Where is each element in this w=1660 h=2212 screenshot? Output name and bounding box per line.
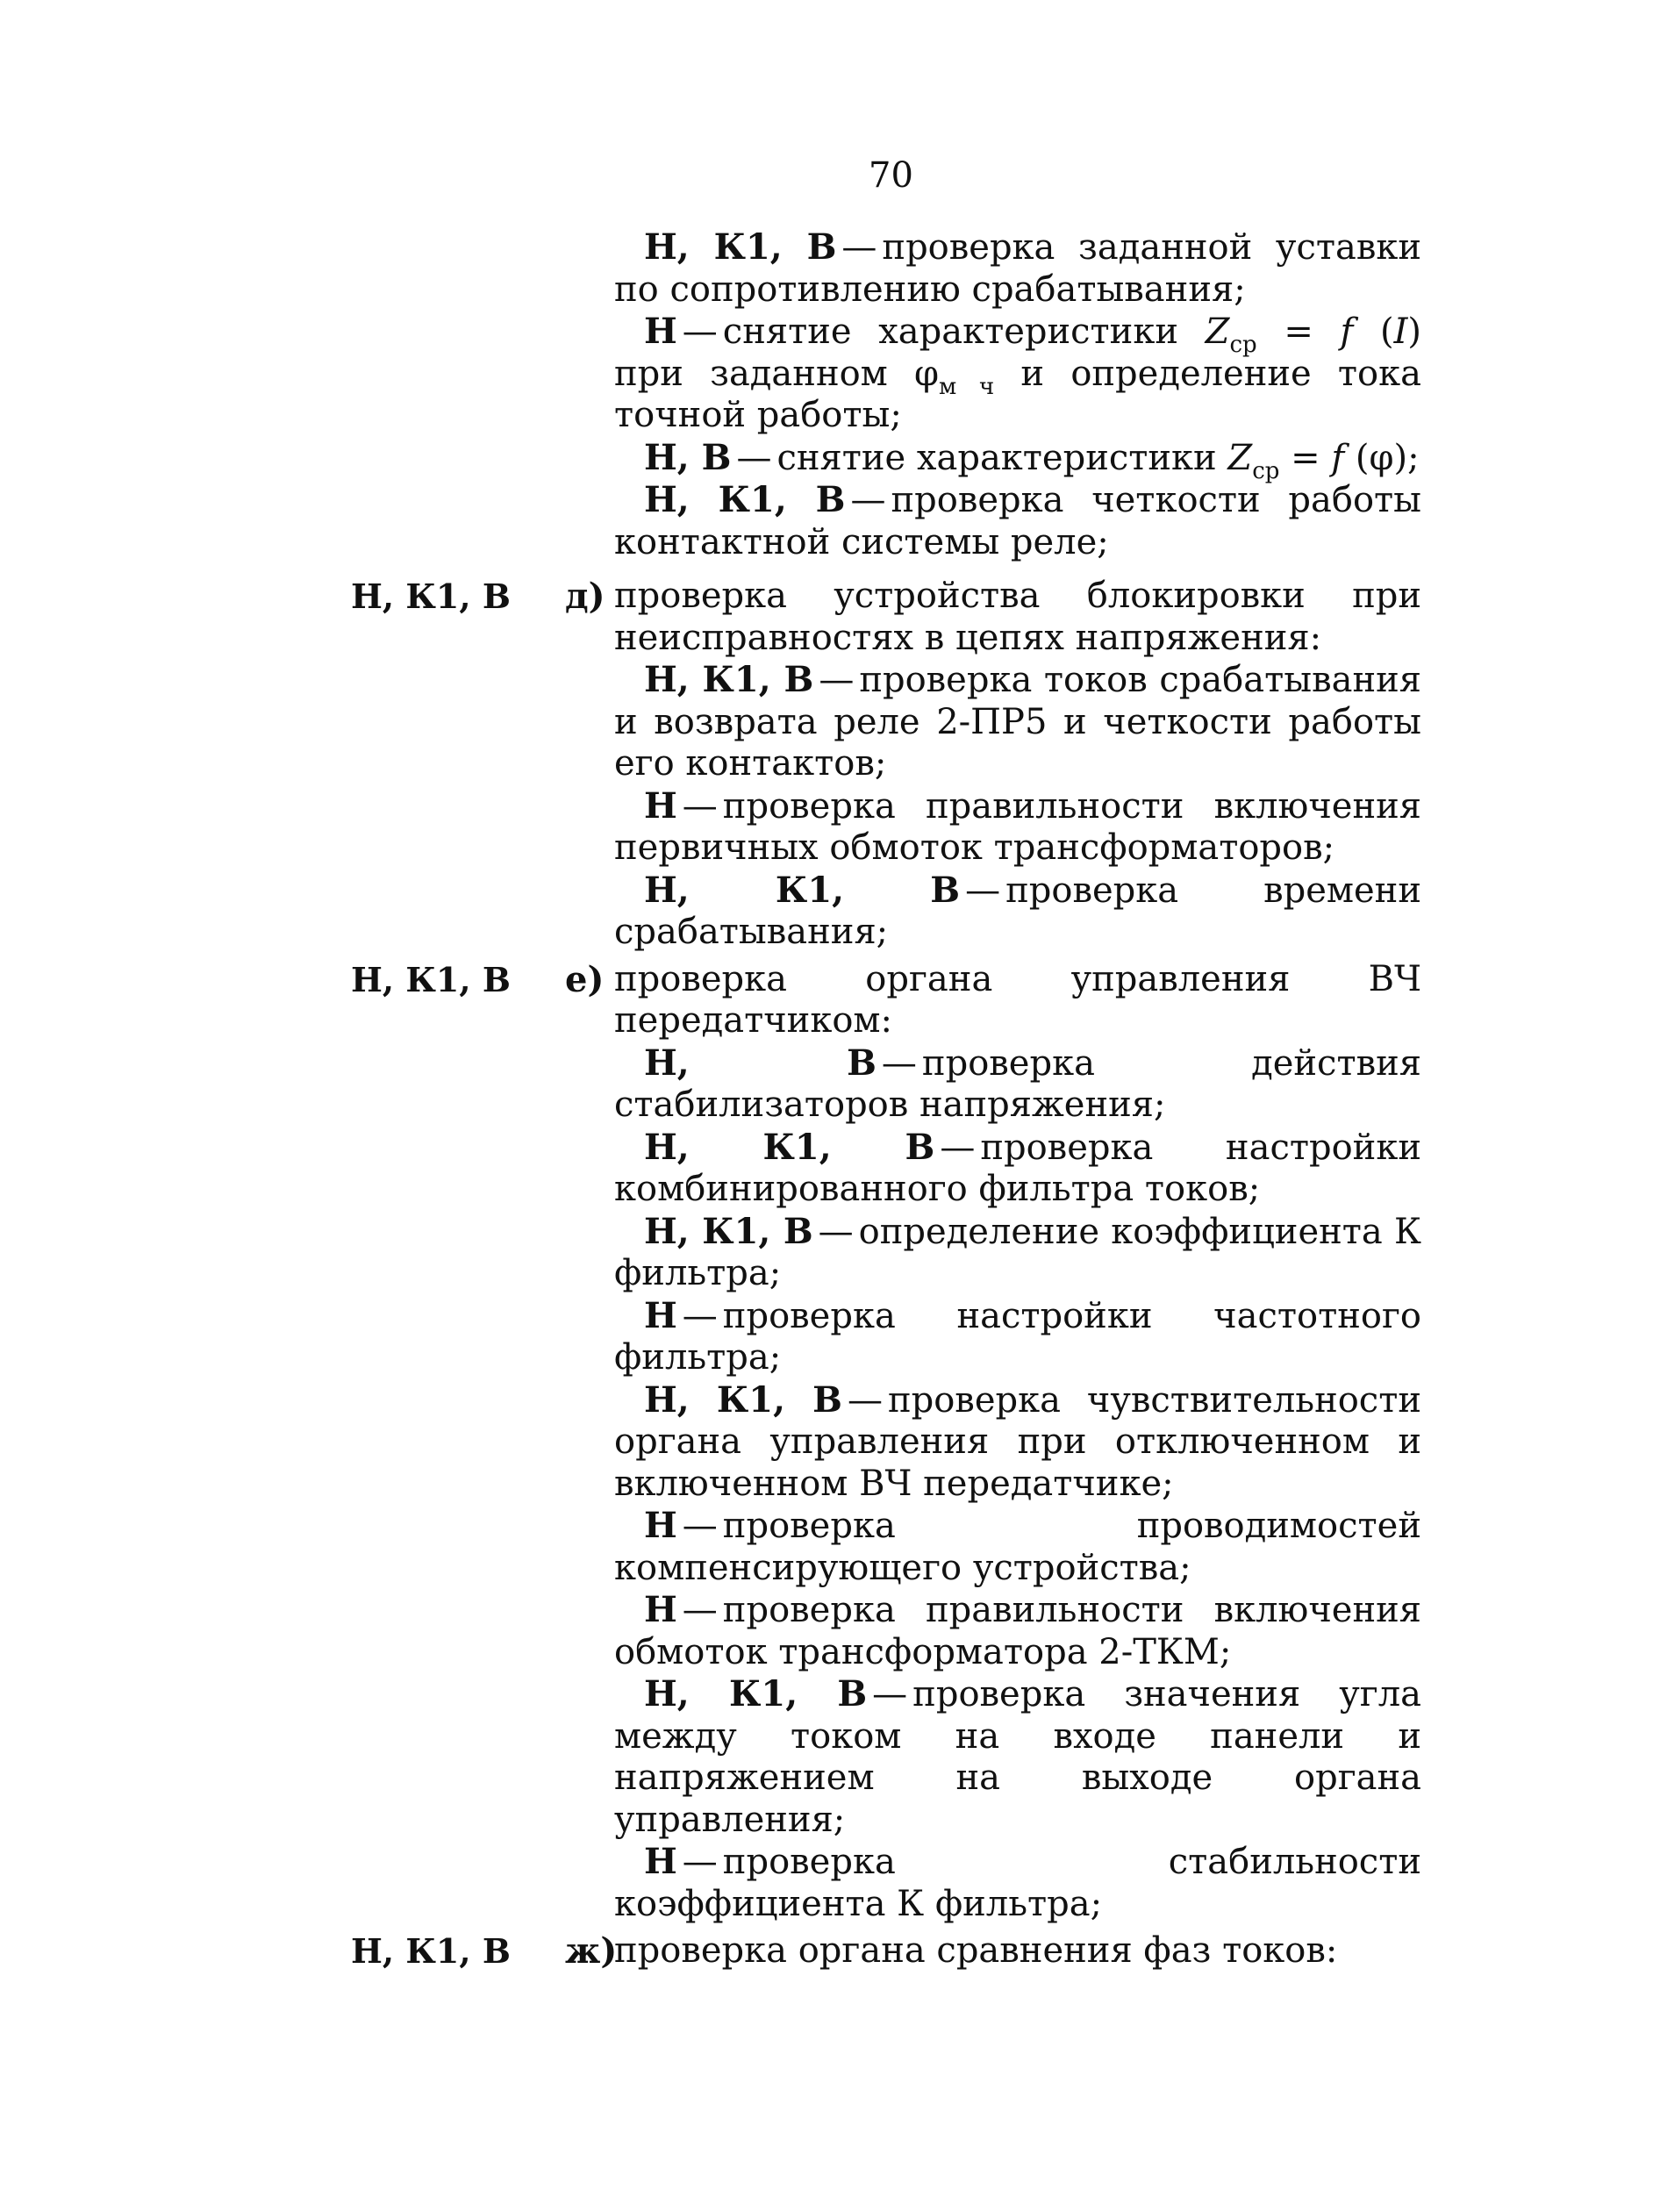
sub-paragraph xyxy=(614,659,1421,785)
sub-paragraph xyxy=(614,479,1421,563)
check-codes: Н xyxy=(644,784,677,827)
sub-paragraph xyxy=(614,785,1421,870)
sub-paragraph xyxy=(614,436,1421,484)
sub-paragraph xyxy=(614,1127,1421,1211)
paragraph-text: проверка действия стабилизаторов напряжения; xyxy=(614,1042,1421,1125)
paragraph-text: проверка стабильности коэффициента К фильтра; xyxy=(614,1842,1421,1924)
dash: — xyxy=(872,1674,908,1714)
paragraph-text: проверка значения угла между током на входе панели и напряжением на выходе органа управления; xyxy=(614,1674,1421,1840)
math-subscript: ср xyxy=(1252,457,1280,484)
margin-check-codes: Н, К1, В xyxy=(351,1931,511,1971)
math-operator: = xyxy=(1256,311,1341,352)
dash: — xyxy=(965,870,1001,911)
math-function: f xyxy=(1331,437,1345,478)
sub-paragraph xyxy=(614,226,1421,311)
dash: — xyxy=(847,1379,883,1421)
paragraph-text: проверка настройки частотного фильтра; xyxy=(614,1295,1421,1378)
sub-paragraph xyxy=(614,1505,1421,1589)
check-codes: Н, К1, В xyxy=(644,226,837,268)
paragraph-text: проверка проводимостей компенсирующего устройства; xyxy=(614,1506,1421,1588)
check-codes: Н xyxy=(644,311,677,352)
math-paren: ( xyxy=(1353,311,1394,352)
check-codes: Н, К1, В xyxy=(644,659,814,700)
dash: — xyxy=(682,311,718,352)
paragraph-text: проверка времени срабатывания; xyxy=(614,870,1422,952)
item-title: проверка устройства блокировки при неисправностях в цепях напряжения: xyxy=(614,576,1421,658)
paragraph-text: определение коэффициента К фильтра; xyxy=(614,1211,1421,1293)
list-item-d xyxy=(351,576,1421,659)
sub-paragraph xyxy=(614,1042,1421,1127)
check-codes: Н xyxy=(644,1841,677,1882)
paragraph-text: ) при заданном φ xyxy=(614,311,1421,394)
document-body xyxy=(0,226,1660,1972)
sub-paragraph xyxy=(614,1589,1421,1673)
check-codes: Н xyxy=(644,1589,677,1630)
check-codes: Н xyxy=(644,1294,677,1336)
paragraph-text: и определение тока точной работы; xyxy=(614,353,1421,435)
dash: — xyxy=(682,1590,718,1630)
dash: — xyxy=(682,1295,718,1336)
check-codes: Н, В xyxy=(644,1042,877,1084)
sub-paragraph xyxy=(614,1211,1421,1295)
sub-paragraph xyxy=(614,870,1421,954)
paragraph-text: проверка правильности включения обмоток трансформатора 2-ТКМ; xyxy=(614,1590,1421,1672)
dash: — xyxy=(682,1842,718,1882)
math-variable: Z xyxy=(1227,437,1253,478)
list-item-zh xyxy=(351,1930,1421,1972)
paragraph-text: проверка настройки комбинированного фильтра токов; xyxy=(614,1127,1421,1209)
dash: — xyxy=(682,785,718,827)
check-codes: Н, К1, В xyxy=(644,1210,813,1252)
sub-paragraph xyxy=(614,1673,1421,1841)
dash: — xyxy=(940,1127,976,1168)
item-title: проверка органа сравнения фаз токов: xyxy=(614,1930,1338,1971)
sub-paragraph xyxy=(614,311,1421,437)
paragraph-text: проверка правильности включения первичных обмоток трансформаторов; xyxy=(614,785,1421,868)
item-letter: ж) xyxy=(565,1930,618,1972)
list-item-e xyxy=(351,958,1421,1042)
paragraph-text: (φ); xyxy=(1344,437,1420,478)
paragraph-text: проверка чувствительности органа управления при отключенном и включенном ВЧ передатчике; xyxy=(614,1379,1422,1504)
margin-check-codes: Н, К1, В xyxy=(351,576,511,616)
dash: — xyxy=(841,227,877,268)
math-argument: I xyxy=(1393,311,1408,352)
check-codes: Н xyxy=(644,1505,677,1546)
dash: — xyxy=(736,437,772,478)
math-operator: = xyxy=(1279,437,1332,478)
math-subscript: м ч xyxy=(939,373,995,400)
page-number: 70 xyxy=(869,155,913,196)
sub-paragraph xyxy=(614,1379,1421,1506)
paragraph-text: проверка четкости работы контактной системы реле; xyxy=(614,480,1421,562)
paragraph-text: снятие характеристики xyxy=(776,437,1228,478)
sub-paragraph xyxy=(614,1295,1421,1379)
check-codes: Н, К1, В xyxy=(644,869,961,911)
item-letter: е) xyxy=(565,958,605,1000)
math-variable: Z xyxy=(1205,311,1230,352)
check-codes: Н, К1, В xyxy=(644,1673,868,1714)
dash: — xyxy=(850,480,886,520)
dash: — xyxy=(682,1506,718,1546)
sub-paragraph xyxy=(614,1841,1421,1925)
paragraph-text: проверка заданной уставки по сопротивлению срабатывания; xyxy=(614,227,1421,310)
item-letter: д) xyxy=(565,576,605,617)
check-codes: Н, В xyxy=(644,436,732,478)
paragraph-text: проверка токов срабатывания и возврата реле 2-ПР5 и четкости работы его контактов; xyxy=(614,660,1421,784)
check-codes: Н, К1, В xyxy=(644,1126,935,1168)
check-codes: Н, К1, В xyxy=(644,1378,842,1421)
paragraph-text: снятие характеристики xyxy=(722,311,1206,352)
check-codes: Н, К1, В xyxy=(644,479,846,520)
dash: — xyxy=(818,1211,854,1252)
margin-check-codes: Н, К1, В xyxy=(351,959,511,999)
item-title: проверка органа управления ВЧ передатчиком: xyxy=(614,958,1421,1041)
math-function: f xyxy=(1340,311,1354,352)
math-subscript: ср xyxy=(1229,332,1257,358)
dash: — xyxy=(819,660,855,700)
dash: — xyxy=(881,1042,917,1084)
